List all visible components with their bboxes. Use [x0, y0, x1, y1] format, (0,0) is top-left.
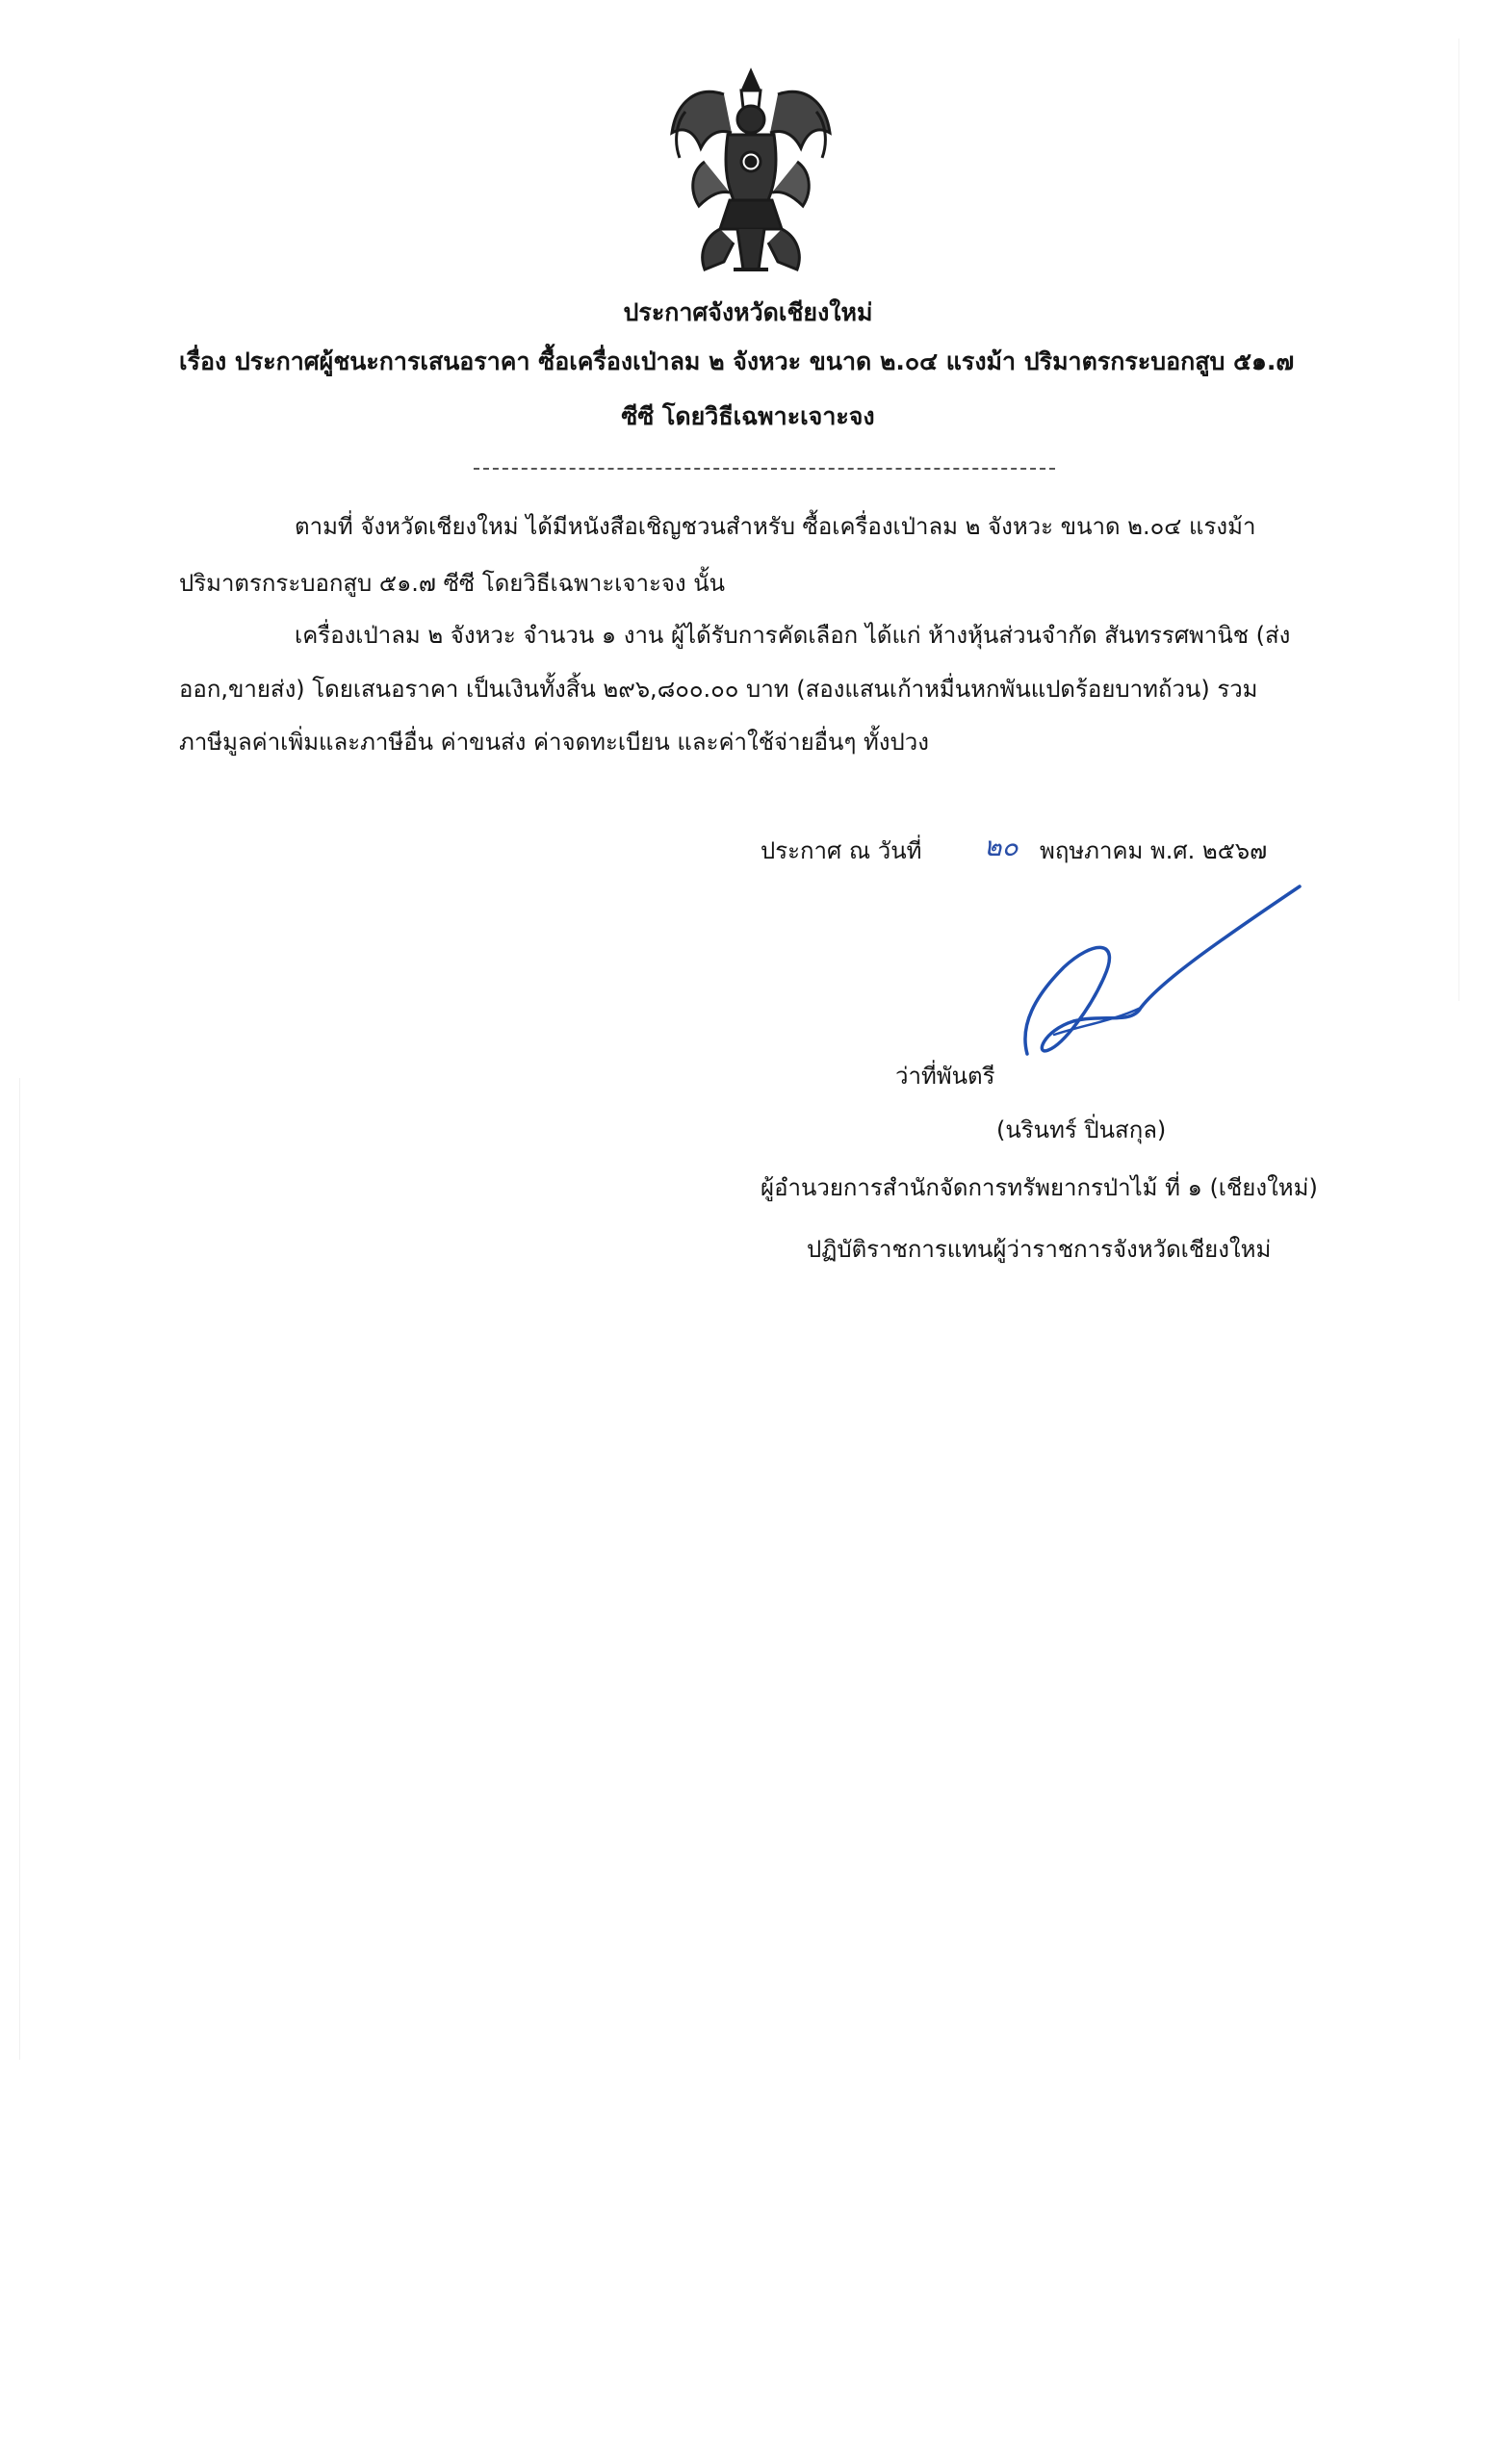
subject-line-2: ซีซี โดยวิธีเฉพาะเจาะจง [621, 402, 875, 430]
body-paragraph-2-line-2: ออก,ขายส่ง) โดยเสนอราคา เป็นเงินทั้งสิ้น ๒๙๖,๘๐๐.๐๐ บาท (สองแสนเก้าหมื่นหกพันแปดร้อยบาทถ้วน) รวม [179, 676, 1258, 703]
date-label: ประกาศ ณ วันที่ [761, 837, 922, 864]
handwritten-signature [1016, 881, 1314, 1068]
signatory-name: (นรินทร์ ปิ่นสกุล) [996, 1116, 1167, 1143]
date-month-year: พฤษภาคม พ.ศ. ๒๕๖๗ [1040, 837, 1268, 864]
body-paragraph-1-line-1: ตามที่ จังหวัดเชียงใหม่ ได้มีหนังสือเชิญชวนสำหรับ ซื้อเครื่องเป่าลม ๒ จังหวะ ขนาด ๒.๐๔ แรงม้า [295, 513, 1256, 540]
body-paragraph-1-line-2: ปริมาตรกระบอกสูบ ๕๑.๗ ซีซี โดยวิธีเฉพาะเจาะจง นั้น [179, 570, 726, 597]
signatory-rank: ว่าที่พันตรี [895, 1063, 995, 1090]
scan-edge-line [19, 1078, 20, 2060]
signatory-position: ผู้อำนวยการสำนักจัดการทรัพยากรป่าไม้ ที่ ๑ (เชียงใหม่) [761, 1174, 1318, 1201]
document-title: ประกาศจังหวัดเชียงใหม่ [623, 298, 873, 326]
garuda-emblem-icon [666, 65, 836, 281]
body-paragraph-2-line-1: เครื่องเป่าลม ๒ จังหวะ จำนวน ๑ งาน ผู้ได้รับการคัดเลือก ได้แก่ ห้างหุ้นส่วนจำกัด สันทรรศพานิช (ส่ง [295, 622, 1291, 649]
subject-line-1: เรื่อง ประกาศผู้ชนะการเสนอราคา ซื้อเครื่องเป่าลม ๒ จังหวะ ขนาด ๒.๐๔ แรงม้า ปริมาตรกระบอกสูบ ๕๑.๗ [179, 347, 1295, 375]
scan-edge-line [1458, 38, 1459, 1001]
body-paragraph-2-line-3: ภาษีมูลค่าเพิ่มและภาษีอื่น ค่าขนส่ง ค่าจดทะเบียน และค่าใช้จ่ายอื่นๆ ทั้งปวง [179, 729, 929, 756]
signatory-acting-for: ปฏิบัติราชการแทนผู้ว่าราชการจังหวัดเชียงใหม่ [807, 1236, 1272, 1263]
separator-rule [474, 468, 1055, 470]
date-day-handwritten: ๒๐ [984, 831, 1019, 862]
